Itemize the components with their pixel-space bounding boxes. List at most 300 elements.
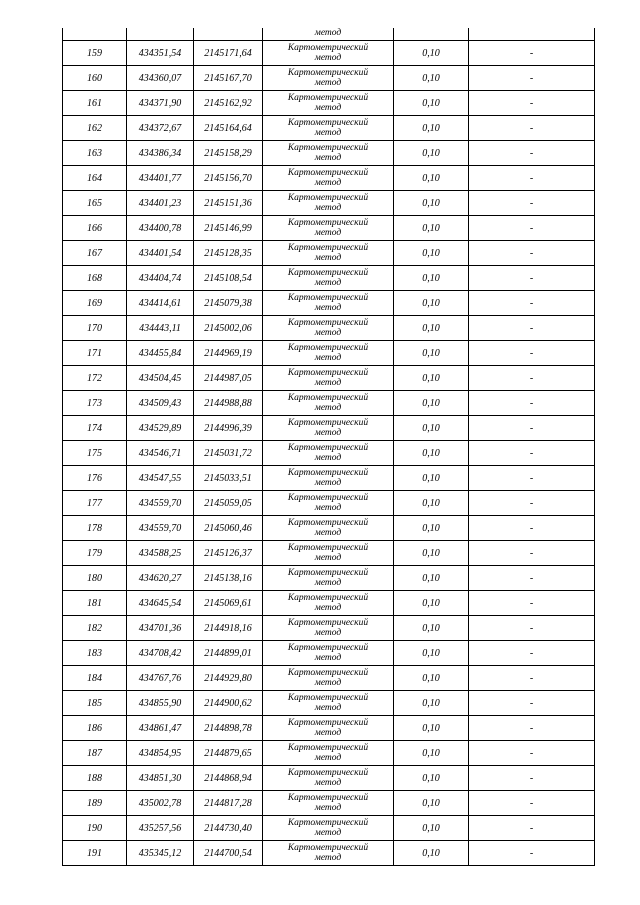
cell-x: 434351,54 (127, 41, 194, 66)
table-row (63, 66, 595, 91)
cell-method (263, 591, 394, 616)
cell-x: 434414,61 (127, 291, 194, 316)
table-row (63, 116, 595, 141)
cell-note: - (469, 416, 595, 441)
method-line-2: метод (314, 353, 342, 363)
cell-x: 434851,30 (127, 766, 194, 791)
cell-accuracy: 0,10 (394, 341, 469, 366)
table-row (63, 716, 595, 741)
cell-y: 2145158,29 (194, 141, 263, 166)
table-row (63, 141, 595, 166)
cell-x: 434645,54 (127, 591, 194, 616)
method-line-1: Картометрический (287, 718, 369, 728)
method-line-2: метод (314, 78, 342, 88)
cell-method (263, 566, 394, 591)
cell-method (263, 291, 394, 316)
cell-note: - (469, 91, 595, 116)
cell-point-number: 180 (63, 566, 127, 591)
cell-x: 434372,67 (127, 116, 194, 141)
cell-method (263, 141, 394, 166)
table-row (63, 766, 595, 791)
cell-note: - (469, 66, 595, 91)
cell-point-number: 170 (63, 316, 127, 341)
method-line-1: Картометрический (287, 318, 369, 328)
table-row (63, 516, 595, 541)
cell-point-number: 167 (63, 241, 127, 266)
cell-note: - (469, 566, 595, 591)
cell-x: 434529,89 (127, 416, 194, 441)
method-line-1: Картометрический (287, 518, 369, 528)
method-line-2: метод (314, 578, 342, 588)
cell-accuracy: 0,10 (394, 491, 469, 516)
cell-y: 2144730,40 (194, 816, 263, 841)
table-row (63, 266, 595, 291)
continuation-row (63, 28, 595, 41)
cell-x: 434404,74 (127, 266, 194, 291)
cell-note: - (469, 316, 595, 341)
method-line-2: метод (314, 528, 342, 538)
method-line-1: Картометрический (287, 68, 369, 78)
cell-y: 2144929,80 (194, 666, 263, 691)
coordinates-table (62, 28, 595, 866)
table-row (63, 841, 595, 866)
method-line-1: Картометрический (287, 693, 369, 703)
cell-accuracy: 0,10 (394, 141, 469, 166)
cell-note: - (469, 441, 595, 466)
cell-y: 2144969,19 (194, 341, 263, 366)
cell-accuracy: 0,10 (394, 116, 469, 141)
method-line-2: метод (314, 828, 342, 838)
cell-method (263, 416, 394, 441)
cell-accuracy: 0,10 (394, 541, 469, 566)
cell-x: 435345,12 (127, 841, 194, 866)
method-line-2: метод (314, 478, 342, 488)
cell-y: 2144987,05 (194, 366, 263, 391)
method-line-1: Картометрический (287, 743, 369, 753)
method-line-1: Картометрический (287, 293, 369, 303)
table-row (63, 666, 595, 691)
table-row (63, 741, 595, 766)
cell-point-number: 189 (63, 791, 127, 816)
cell-y: 2145162,92 (194, 91, 263, 116)
cell-method (263, 191, 394, 216)
cell-x: 434509,43 (127, 391, 194, 416)
cell-accuracy: 0,10 (394, 791, 469, 816)
table-row (63, 616, 595, 641)
cell-accuracy: 0,10 (394, 591, 469, 616)
method-line-1: Картометрический (287, 418, 369, 428)
cell-x: 434360,07 (127, 66, 194, 91)
method-line-2: метод (314, 303, 342, 313)
cell-x: 434701,36 (127, 616, 194, 641)
cell-accuracy: 0,10 (394, 666, 469, 691)
cell-accuracy: 0,10 (394, 91, 469, 116)
cell-method (263, 116, 394, 141)
cell-accuracy: 0,10 (394, 741, 469, 766)
cell-accuracy: 0,10 (394, 766, 469, 791)
cell-accuracy: 0,10 (394, 841, 469, 866)
cell-y: 2144899,01 (194, 641, 263, 666)
cell-y: 2145059,05 (194, 491, 263, 516)
method-line-1: Картометрический (287, 618, 369, 628)
cell-method (263, 41, 394, 66)
cell-accuracy: 0,10 (394, 216, 469, 241)
cell-method (263, 241, 394, 266)
cell-x: 434443,11 (127, 316, 194, 341)
cell-method-fragment: метод (263, 28, 394, 41)
cell-note: - (469, 841, 595, 866)
table-row (63, 191, 595, 216)
cell-y: 2145033,51 (194, 466, 263, 491)
cell-note: - (469, 166, 595, 191)
table-row (63, 416, 595, 441)
cell-x: 434620,27 (127, 566, 194, 591)
cell-point-number: 171 (63, 341, 127, 366)
cell-accuracy: 0,10 (394, 516, 469, 541)
method-line-1: Картометрический (287, 218, 369, 228)
method-line-2: метод (314, 453, 342, 463)
cell-x: 434854,95 (127, 741, 194, 766)
cell-point-number: 184 (63, 666, 127, 691)
cell-point-number: 179 (63, 541, 127, 566)
cell-accuracy (394, 28, 469, 41)
cell-point-number: 163 (63, 141, 127, 166)
method-line-1: Картометрический (287, 843, 369, 853)
cell-note: - (469, 191, 595, 216)
cell-note: - (469, 391, 595, 416)
cell-method (263, 466, 394, 491)
cell-y: 2144898,78 (194, 716, 263, 741)
cell-point-number: 159 (63, 41, 127, 66)
cell-accuracy: 0,10 (394, 466, 469, 491)
cell-x: 434767,76 (127, 666, 194, 691)
cell-note: - (469, 816, 595, 841)
cell-note: - (469, 366, 595, 391)
cell-point-number: 173 (63, 391, 127, 416)
cell-method (263, 316, 394, 341)
cell-accuracy: 0,10 (394, 566, 469, 591)
cell-method (263, 691, 394, 716)
table-row (63, 816, 595, 841)
cell-accuracy: 0,10 (394, 66, 469, 91)
cell-method (263, 541, 394, 566)
method-line-1: Картометрический (287, 168, 369, 178)
cell-accuracy: 0,10 (394, 166, 469, 191)
method-line-2: метод (314, 378, 342, 388)
cell-x: 434708,42 (127, 641, 194, 666)
cell-point-number: 188 (63, 766, 127, 791)
cell-note: - (469, 241, 595, 266)
cell-note: - (469, 716, 595, 741)
cell-method (263, 841, 394, 866)
method-line-2: метод (314, 428, 342, 438)
method-line-1: Картометрический (287, 118, 369, 128)
cell-y: 2145002,06 (194, 316, 263, 341)
cell-x: 434861,47 (127, 716, 194, 741)
cell-point-number: 191 (63, 841, 127, 866)
cell-x: 434401,54 (127, 241, 194, 266)
method-line-2: метод (314, 253, 342, 263)
cell-y: 2144988,88 (194, 391, 263, 416)
method-line-1: Картометрический (287, 543, 369, 553)
cell-x: 434504,45 (127, 366, 194, 391)
cell-method (263, 641, 394, 666)
method-line-2: метод (314, 403, 342, 413)
cell-note: - (469, 666, 595, 691)
cell-method (263, 716, 394, 741)
cell-x: 434400,78 (127, 216, 194, 241)
cell-point-number: 186 (63, 716, 127, 741)
table-row (63, 566, 595, 591)
cell-note (469, 28, 595, 41)
coordinates-table-page (62, 28, 594, 866)
cell-y: 2144879,65 (194, 741, 263, 766)
cell-accuracy: 0,10 (394, 441, 469, 466)
method-line-2: метод (314, 678, 342, 688)
cell-note: - (469, 41, 595, 66)
method-line-2: метод (314, 228, 342, 238)
cell-method (263, 341, 394, 366)
method-line-1: Картометрический (287, 768, 369, 778)
cell-y: 2145151,36 (194, 191, 263, 216)
cell-method (263, 741, 394, 766)
cell-method (263, 166, 394, 191)
cell-point-number: 185 (63, 691, 127, 716)
method-line-1: Картометрический (287, 443, 369, 453)
cell-accuracy: 0,10 (394, 691, 469, 716)
cell-point-number: 162 (63, 116, 127, 141)
table-row (63, 241, 595, 266)
cell-point-number: 166 (63, 216, 127, 241)
cell-point-number: 181 (63, 591, 127, 616)
cell-y: 2145164,64 (194, 116, 263, 141)
cell-y: 2144918,16 (194, 616, 263, 641)
table-row (63, 91, 595, 116)
method-line-2: метод (314, 653, 342, 663)
cell-y: 2145156,70 (194, 166, 263, 191)
method-line-2: метод (314, 553, 342, 563)
table-row (63, 791, 595, 816)
cell-point-number: 164 (63, 166, 127, 191)
table-row (63, 391, 595, 416)
cell-note: - (469, 491, 595, 516)
method-line-1: Картометрический (287, 43, 369, 53)
method-line-1: Картометрический (287, 243, 369, 253)
cell-accuracy: 0,10 (394, 41, 469, 66)
cell-y: 2144900,62 (194, 691, 263, 716)
method-line-1: Картометрический (287, 393, 369, 403)
cell-y: 2145146,99 (194, 216, 263, 241)
table-row (63, 341, 595, 366)
cell-method (263, 791, 394, 816)
cell-point-number: 165 (63, 191, 127, 216)
cell-point-number: 161 (63, 91, 127, 116)
method-line-1: Картометрический (287, 668, 369, 678)
cell-x: 435002,78 (127, 791, 194, 816)
method-line-1: Картометрический (287, 568, 369, 578)
cell-note: - (469, 466, 595, 491)
cell-point-number: 176 (63, 466, 127, 491)
cell-method (263, 766, 394, 791)
cell-y: 2144996,39 (194, 416, 263, 441)
method-line-2: метод (314, 803, 342, 813)
cell-y: 2145128,35 (194, 241, 263, 266)
method-line-1: Картометрический (287, 493, 369, 503)
cell-method (263, 91, 394, 116)
cell-point-number (63, 28, 127, 41)
table-row (63, 691, 595, 716)
method-line-2: метод (314, 753, 342, 763)
cell-y: 2145167,70 (194, 66, 263, 91)
cell-method (263, 366, 394, 391)
cell-note: - (469, 141, 595, 166)
cell-x: 434401,23 (127, 191, 194, 216)
cell-note: - (469, 616, 595, 641)
cell-x: 434588,25 (127, 541, 194, 566)
cell-point-number: 182 (63, 616, 127, 641)
cell-x: 435257,56 (127, 816, 194, 841)
cell-accuracy: 0,10 (394, 616, 469, 641)
cell-point-number: 160 (63, 66, 127, 91)
table-body (63, 28, 595, 866)
method-line-2: метод (314, 103, 342, 113)
cell-method (263, 66, 394, 91)
cell-method (263, 266, 394, 291)
table-row (63, 316, 595, 341)
table-row (63, 366, 595, 391)
cell-method (263, 491, 394, 516)
method-line-1: Картометрический (287, 643, 369, 653)
method-line-1: Картометрический (287, 793, 369, 803)
cell-x: 434547,55 (127, 466, 194, 491)
cell-note: - (469, 116, 595, 141)
cell-x (127, 28, 194, 41)
table-row (63, 291, 595, 316)
method-line-2: метод (314, 703, 342, 713)
table-row (63, 491, 595, 516)
cell-point-number: 183 (63, 641, 127, 666)
cell-x: 434855,90 (127, 691, 194, 716)
method-line-2: метод (314, 53, 342, 63)
cell-accuracy: 0,10 (394, 316, 469, 341)
cell-accuracy: 0,10 (394, 241, 469, 266)
method-line-2: метод (314, 328, 342, 338)
method-line-1: Картометрический (287, 193, 369, 203)
cell-method (263, 441, 394, 466)
cell-accuracy: 0,10 (394, 416, 469, 441)
cell-accuracy: 0,10 (394, 716, 469, 741)
method-line-2: метод (314, 603, 342, 613)
cell-accuracy: 0,10 (394, 391, 469, 416)
cell-note: - (469, 341, 595, 366)
cell-note: - (469, 791, 595, 816)
table-row (63, 591, 595, 616)
method-line-1: Картометрический (287, 368, 369, 378)
cell-method (263, 391, 394, 416)
cell-point-number: 169 (63, 291, 127, 316)
cell-point-number: 168 (63, 266, 127, 291)
cell-note: - (469, 591, 595, 616)
cell-point-number: 178 (63, 516, 127, 541)
cell-y: 2145171,64 (194, 41, 263, 66)
method-line-2: метод (314, 778, 342, 788)
cell-note: - (469, 641, 595, 666)
method-line-1: Картометрический (287, 468, 369, 478)
method-line-1: Картометрический (287, 268, 369, 278)
cell-y: 2144868,94 (194, 766, 263, 791)
cell-accuracy: 0,10 (394, 191, 469, 216)
cell-y: 2145108,54 (194, 266, 263, 291)
cell-method (263, 516, 394, 541)
cell-note: - (469, 291, 595, 316)
cell-point-number: 187 (63, 741, 127, 766)
cell-x: 434455,84 (127, 341, 194, 366)
cell-method (263, 816, 394, 841)
cell-y: 2145031,72 (194, 441, 263, 466)
cell-note: - (469, 516, 595, 541)
cell-accuracy: 0,10 (394, 816, 469, 841)
cell-y: 2145126,37 (194, 541, 263, 566)
method-line-2: метод (314, 178, 342, 188)
method-line-2: метод (314, 853, 342, 863)
cell-accuracy: 0,10 (394, 366, 469, 391)
method-line-2: метод (314, 203, 342, 213)
method-line-1: Картометрический (287, 593, 369, 603)
method-line-2: метод (314, 278, 342, 288)
cell-y: 2145138,16 (194, 566, 263, 591)
method-line-1: Картометрический (287, 818, 369, 828)
method-line-2: метод (314, 628, 342, 638)
cell-y: 2145069,61 (194, 591, 263, 616)
cell-y: 2144817,28 (194, 791, 263, 816)
cell-point-number: 190 (63, 816, 127, 841)
table-row (63, 216, 595, 241)
cell-method (263, 616, 394, 641)
cell-point-number: 172 (63, 366, 127, 391)
method-line-2: метод (314, 128, 342, 138)
method-line-2: метод (314, 503, 342, 513)
table-row (63, 441, 595, 466)
cell-y: 2145079,38 (194, 291, 263, 316)
cell-accuracy: 0,10 (394, 641, 469, 666)
method-line-1: Картометрический (287, 343, 369, 353)
cell-y: 2145060,46 (194, 516, 263, 541)
method-line-2: метод (314, 728, 342, 738)
cell-y (194, 28, 263, 41)
table-row (63, 41, 595, 66)
cell-point-number: 177 (63, 491, 127, 516)
cell-x: 434371,90 (127, 91, 194, 116)
table-row (63, 466, 595, 491)
cell-note: - (469, 266, 595, 291)
cell-x: 434559,70 (127, 491, 194, 516)
cell-note: - (469, 741, 595, 766)
cell-note: - (469, 216, 595, 241)
cell-note: - (469, 766, 595, 791)
cell-note: - (469, 691, 595, 716)
cell-accuracy: 0,10 (394, 291, 469, 316)
cell-point-number: 174 (63, 416, 127, 441)
method-line-1: Картометрический (287, 143, 369, 153)
cell-y: 2144700,54 (194, 841, 263, 866)
cell-method (263, 216, 394, 241)
cell-x: 434546,71 (127, 441, 194, 466)
cell-x: 434559,70 (127, 516, 194, 541)
cell-method (263, 666, 394, 691)
cell-accuracy: 0,10 (394, 266, 469, 291)
cell-x: 434401,77 (127, 166, 194, 191)
table-row (63, 166, 595, 191)
